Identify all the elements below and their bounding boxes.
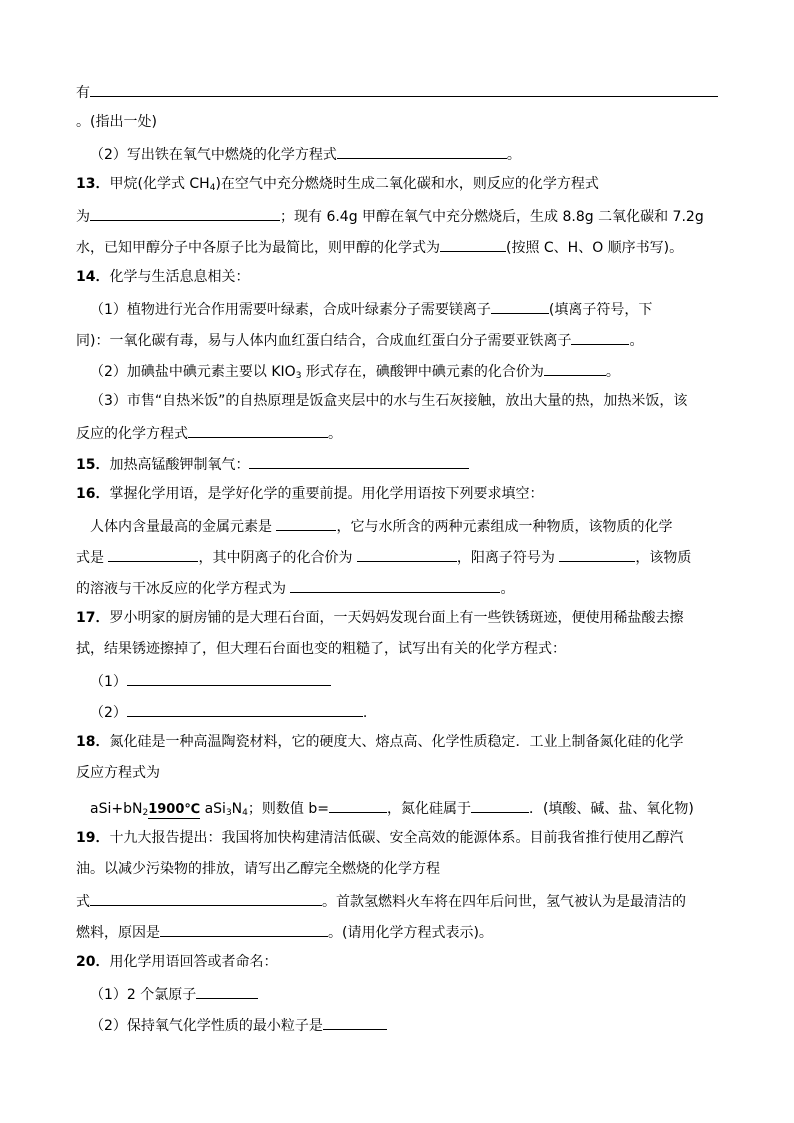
text: )在空气中充分燃烧时生成二氧化碳和水，则反应的化学方程式: [215, 176, 599, 192]
question-17-line-2: [76, 638, 722, 660]
text: 油。以减少污染物的排放，请写出乙醇完全燃烧的化学方程: [76, 861, 440, 877]
text: （2）写出铁在氧气中燃烧的化学方程式: [90, 147, 337, 163]
text: 。首款氢燃料火车将在四年后问世，氢气被认为是最清洁的: [322, 894, 686, 910]
question-18-equation: [90, 796, 736, 818]
text: 水，已知甲醇分子中各原子比为最简比，则甲醇的化学式为: [76, 240, 440, 256]
text: ，阳离子符号为: [456, 550, 560, 566]
text: 人体内含量最高的金属元素是: [90, 519, 277, 535]
text: 式是: [76, 550, 109, 566]
subscript: 3: [295, 371, 302, 381]
text: （2）保持氧气化学性质的最小粒子是: [90, 1018, 323, 1034]
question-17-line-1: [76, 607, 722, 629]
answer-blank[interactable]: [108, 545, 198, 562]
text: 形式存在，碘酸钾中碘元素的化合价为: [301, 364, 544, 380]
question-19-line-1: [76, 827, 722, 849]
text: 十九大报告提出：我国将加快构建清洁低碳、安全高效的能源体系。目前我省推行使用乙醇汽: [109, 830, 684, 846]
text: 。(指出一处): [76, 114, 157, 130]
question-number: 18．: [76, 734, 110, 750]
text: （3）市售“自热米饭”的自热原理是饭盒夹层中的水与生石灰接触，放出大量的热，加热米饭，该: [90, 393, 688, 409]
text: （1）2 个氯原子: [90, 987, 197, 1003]
answer-blank[interactable]: [90, 204, 280, 221]
text: aSi+bN: [90, 801, 143, 817]
question-14-part-1-cont: [76, 328, 722, 350]
answer-blank[interactable]: [471, 796, 529, 813]
question-13-line-1: [76, 173, 722, 195]
subscript: 4: [242, 808, 248, 818]
question-20-part-1: [90, 982, 736, 1004]
text: ，其中阴离子的化合价为: [198, 550, 357, 566]
answer-blank[interactable]: [127, 700, 363, 717]
text: 。: [328, 426, 342, 442]
text: 。: [629, 333, 644, 349]
text: （2）加碘盐中碘元素主要以 KIO: [90, 364, 296, 380]
text: （2）: [90, 705, 127, 721]
question-16-title: [76, 483, 722, 505]
line-continuation-1: [76, 80, 722, 102]
text: 罗小明家的厨房铺的是大理石台面，一天妈妈发现台面上有一些铁锈斑迹，便使用稀盐酸去擦: [109, 610, 684, 626]
text: 为: [76, 209, 90, 225]
answer-blank[interactable]: [188, 421, 328, 438]
answer-blank[interactable]: [90, 889, 322, 906]
answer-blank[interactable]: [160, 920, 328, 937]
question-18-line-1: [76, 731, 722, 753]
line-continuation-2: [76, 111, 722, 133]
text: .: [362, 705, 368, 721]
question-17-part-1: [90, 669, 736, 691]
question-number: 20．: [76, 954, 110, 970]
question-number: 15．: [76, 457, 110, 473]
question-15: [76, 452, 722, 474]
question-20-part-2: [90, 1013, 736, 1035]
question-number: 17．: [76, 610, 110, 626]
question-14-part-3: [90, 390, 736, 412]
question-14-part-2: [90, 359, 736, 381]
text: N: [231, 801, 243, 817]
question-14-part-1: [90, 297, 736, 319]
question-18-line-2: [76, 762, 722, 784]
text: 拭，结果锈迹擦掉了，但大理石台面也变的粗糙了，试写出有关的化学方程式：: [76, 641, 566, 657]
answer-blank[interactable]: [357, 545, 457, 562]
text: （1）植物进行光合作用需要叶绿素，合成叶绿素分子需要镁离子: [90, 302, 491, 318]
text: ，氮化硅属于: [386, 801, 471, 817]
answer-blank[interactable]: [249, 452, 469, 469]
question-number: 19．: [76, 830, 110, 846]
text: 的溶液与干冰反应的化学方程式为: [76, 581, 291, 597]
text: 氮化硅是一种高温陶瓷材料，它的硬度大、熔点高、化学性质稳定．工业上制备氮化硅的化学: [109, 734, 684, 750]
question-19-line-2: [76, 858, 722, 880]
subscript: 2: [142, 808, 149, 818]
text: （1）: [90, 674, 127, 690]
text: 反应方程式为: [76, 765, 160, 781]
text: ，该物质: [635, 550, 692, 566]
text: 。: [506, 147, 521, 163]
line-continuation-3: [90, 142, 736, 164]
text: 。: [605, 364, 620, 380]
question-19-line-4: [76, 920, 722, 942]
question-13-line-2: [76, 204, 722, 226]
answer-blank[interactable]: [290, 576, 500, 593]
question-14-title: [76, 266, 722, 288]
question-19-line-3: [76, 889, 722, 911]
text: 甲烷(化学式 CH: [109, 176, 210, 192]
question-20-title: [76, 951, 722, 973]
text: 式: [76, 894, 90, 910]
text: (填离子符号，下: [548, 302, 653, 318]
text: 。: [500, 581, 515, 597]
question-number: 13．: [76, 176, 110, 192]
subscript: 3: [225, 808, 232, 818]
text: (按照 C、H、O 顺序书写)。: [506, 240, 684, 256]
text: aSi: [200, 801, 226, 817]
question-number: 16．: [76, 486, 110, 502]
question-17-part-2: [90, 700, 736, 722]
text: ；则数值 b=: [247, 801, 329, 817]
question-13-line-3: [76, 235, 722, 257]
text: ．(填酸、碱、盐、氧化物): [528, 801, 694, 817]
answer-blank[interactable]: [276, 514, 336, 531]
question-14-part-3-cont: [76, 421, 722, 443]
question-16-line-2: [76, 545, 722, 567]
text: 燃料，原因是: [76, 925, 160, 941]
text: ，它与水所含的两种元素组成一种物质，该物质的化学: [336, 519, 673, 535]
answer-blank[interactable]: [90, 80, 718, 97]
text: 。(请用化学方程式表示)。: [328, 925, 493, 941]
answer-blank[interactable]: [196, 982, 258, 999]
answer-blank[interactable]: [127, 669, 331, 686]
answer-blank[interactable]: [440, 235, 506, 252]
text: 化学与生活息息相关：: [109, 269, 250, 285]
answer-blank[interactable]: [329, 796, 387, 813]
subscript: 4: [209, 183, 216, 193]
answer-blank[interactable]: [559, 545, 635, 562]
question-16-line-3: [76, 576, 722, 598]
text: 用化学用语回答或者命名：: [109, 954, 278, 970]
answer-blank[interactable]: [544, 359, 606, 376]
text: 加热高锰酸钾制氧气：: [109, 457, 250, 473]
text: 有: [76, 85, 90, 101]
text: ；现有 6.4g 甲醇在氧气中充分燃烧后，生成 8.8g 二氧化碳和 7.2g: [280, 209, 704, 225]
question-16-line-1: [90, 514, 736, 536]
text: 同)：一氧化碳有毒，易与人体内血红蛋白结合，合成血红蛋白分子需要亚铁离子: [76, 333, 572, 349]
reaction-condition: 1900℃: [148, 802, 201, 817]
answer-blank[interactable]: [491, 297, 549, 314]
text: 掌握化学用语，是学好化学的重要前提。用化学用语按下列要求填空：: [109, 486, 544, 502]
answer-blank[interactable]: [323, 1013, 387, 1030]
answer-blank[interactable]: [337, 142, 507, 159]
answer-blank[interactable]: [571, 328, 629, 345]
text: 反应的化学方程式: [76, 426, 188, 442]
question-number: 14．: [76, 269, 110, 285]
